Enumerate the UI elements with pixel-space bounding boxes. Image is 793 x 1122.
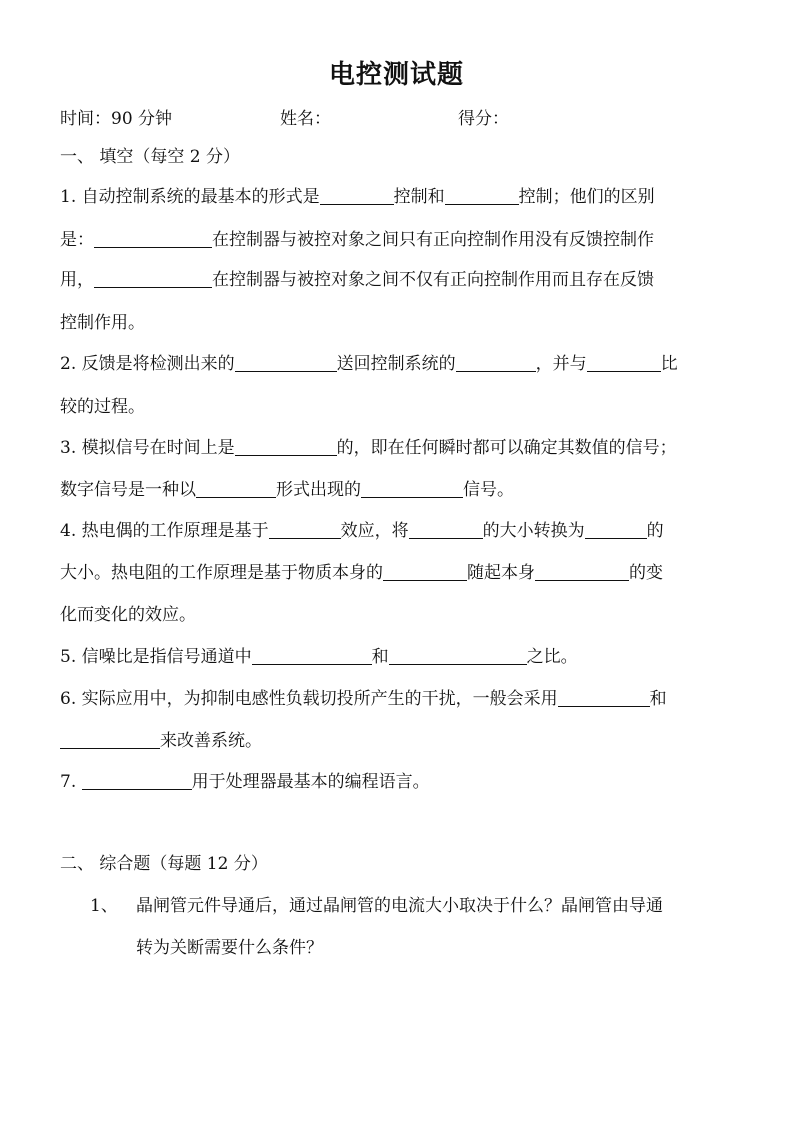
answer-blank[interactable] bbox=[361, 479, 463, 498]
q3-line2: 数字信号是一种以 形式出现的 信号。 bbox=[60, 480, 514, 500]
answer-blank[interactable] bbox=[94, 269, 212, 288]
time-label: 时间：90 分钟 bbox=[60, 109, 173, 129]
q6-line1: 6. 实际应用中，为抑制电感性负载切投所产生的干扰，一般会采用 和 bbox=[60, 689, 667, 709]
answer-blank[interactable] bbox=[383, 562, 467, 581]
section1-heading: 一、 填空（每空 2 分） bbox=[60, 147, 241, 167]
answer-blank[interactable] bbox=[235, 437, 337, 456]
q5-line1: 5. 信噪比是指信号通道中 和 之比。 bbox=[60, 647, 578, 667]
answer-blank[interactable] bbox=[456, 353, 536, 372]
q4-line3: 化而变化的效应。 bbox=[60, 605, 196, 625]
answer-blank[interactable] bbox=[445, 186, 519, 205]
score-label: 得分： bbox=[458, 109, 509, 129]
q1-line2: 是： 在控制器与被控对象之间只有正向控制作用没有反馈控制作 bbox=[60, 230, 654, 250]
s2-q1-number: 1、 bbox=[90, 896, 118, 916]
q1-line3: 用， 在控制器与被控对象之间不仅有正向控制作用而且存在反馈 bbox=[60, 270, 654, 290]
q2-line1: 2. 反馈是将检测出来的 送回控制系统的 ，并与 比 bbox=[60, 354, 678, 374]
answer-blank[interactable] bbox=[558, 688, 650, 707]
answer-blank[interactable] bbox=[196, 479, 276, 498]
answer-blank[interactable] bbox=[252, 646, 372, 665]
answer-blank[interactable] bbox=[585, 520, 647, 539]
s2-q1-line2: 转为关断需要什么条件？ bbox=[136, 938, 323, 958]
answer-blank[interactable] bbox=[94, 229, 212, 248]
q2-line2: 较的过程。 bbox=[60, 397, 145, 417]
answer-blank[interactable] bbox=[60, 730, 160, 749]
q4-line1: 4. 热电偶的工作原理是基于 效应，将 的大小转换为 的 bbox=[60, 521, 664, 541]
page-title: 电控测试题 bbox=[328, 60, 464, 90]
answer-blank[interactable] bbox=[235, 353, 337, 372]
q1-line1: 1. 自动控制系统的最基本的形式是 控制和 控制；他们的区别 bbox=[60, 187, 655, 207]
answer-blank[interactable] bbox=[409, 520, 483, 539]
s2-q1-line1: 晶闸管元件导通后，通过晶闸管的电流大小取决于什么？晶闸管由导通 bbox=[136, 896, 663, 916]
answer-blank[interactable] bbox=[535, 562, 629, 581]
q4-line2: 大小。热电阻的工作原理是基于物质本身的 随起本身 的变 bbox=[60, 563, 663, 583]
q7-line1: 7. 用于处理器最基本的编程语言。 bbox=[60, 772, 430, 792]
name-label: 姓名： bbox=[280, 109, 331, 129]
answer-blank[interactable] bbox=[587, 353, 661, 372]
section2-heading: 二、 综合题（每题 12 分） bbox=[60, 854, 268, 874]
answer-blank[interactable] bbox=[389, 646, 527, 665]
q1-line4: 控制作用。 bbox=[60, 313, 145, 333]
answer-blank[interactable] bbox=[82, 771, 192, 790]
answer-blank[interactable] bbox=[320, 186, 394, 205]
q3-line1: 3. 模拟信号在时间上是 的，即在任何瞬时都可以确定其数值的信号； bbox=[60, 438, 677, 458]
answer-blank[interactable] bbox=[269, 520, 341, 539]
q6-line2: 来改善系统。 bbox=[60, 730, 262, 752]
